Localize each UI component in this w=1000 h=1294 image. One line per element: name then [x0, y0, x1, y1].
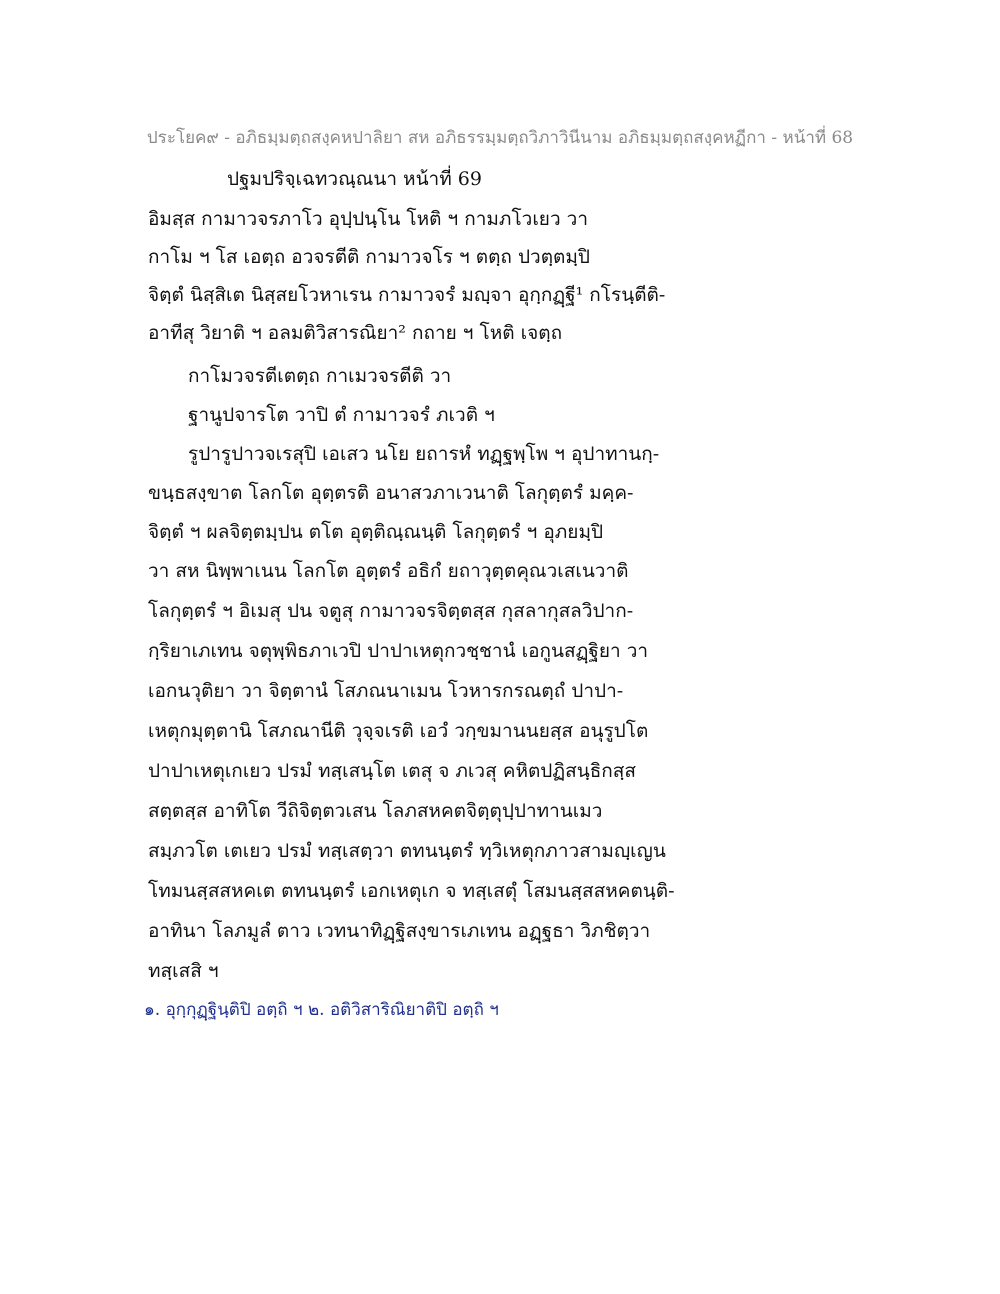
body-line: อาทินา โลภมูลํ ตาว เวทนาทิฏฺฐิสงฺขารเภเทน อฏฺฐธา วิภชิตฺวา — [148, 920, 651, 942]
body-line: เหตุกมุตฺตานิ โสภณานีติ วุจฺจเรติ เอวํ วกฺขมานนยสฺส อนุรูปโต — [148, 720, 649, 742]
body-line: โลกุตฺตรํ ฯ อิเมสุ ปน จตูสุ กามาวจรจิตฺตสฺส กุสลากุสลวิปาก- — [148, 600, 634, 622]
body-line: สตฺตสฺส อาทิโต วีถิจิตฺตวเสน โลภสหคตจิตฺตุปฺปาทานเมว — [148, 800, 603, 822]
body-line: สมฺภวโต เตเยว ปรมํ ทสฺเสตฺวา ตทนนฺตรํ ทฺวิเหตุกภาวสามญฺเญน — [148, 840, 666, 862]
footnotes: ๑. อุกฺกุฏฺฐินฺติปิ อตฺถิ ฯ ๒. อติวิสาริณิยาติปิ อตฺถิ ฯ — [144, 1000, 499, 1020]
body-line: โทมนสฺสสหคเต ตทนนฺตรํ เอกเหตุเก จ ทสฺเสตุํ โสมนสฺสสหคตนฺติ- — [148, 880, 675, 902]
body-line: ขนฺธสงฺขาต โลกโต อุตฺตรติ อนาสวภาเวนาติ โลกุตฺตรํ มคฺค- — [148, 482, 634, 504]
paragraph-start-line: รูปารูปาวจเรสุปิ เอเสว นโย ยถารหํ ทฏฺฐพฺโพ ฯ อุปาทานกฺ- — [188, 443, 660, 465]
body-line: เอกนวุติยา วา จิตฺตานํ โสภณนาเมน โวหารกรณตฺถํ ปาปา- — [148, 680, 624, 702]
running-header: ประโยค๙ - อภิธมฺมตฺถสงฺคหปาลิยา สห อภิธรรมฺมตฺถวิภาวินีนาม อภิธมฺมตฺถสงฺคหฏีกา - หน้าที่ 68 — [146, 128, 854, 148]
body-line: ทสฺเสสิ ฯ — [148, 960, 219, 982]
verse-line: ฐานูปจารโต วาปิ ตํ กามาวจรํ ภเวติ ฯ — [188, 404, 495, 426]
section-subtitle: ปฐมปริจฺเฉทวณฺณนา หน้าที่ 69 — [227, 168, 482, 190]
body-line: ปาปาเหตุเกเยว ปรมํ ทสฺเสนฺโต เตสุ จ ภเวสุ คหิตปฏิสนฺธิกสฺส — [148, 760, 636, 782]
body-line: กาโม ฯ โส เอตฺถ อวจรตีติ กามาวจโร ฯ ตตฺถ ปวตฺตมฺปิ — [148, 246, 590, 268]
body-line: กฺริยาเภเทน จตุพฺพิธภาเวปิ ปาปาเหตุกวชฺชานํ เอกูนสฏฺฐิยา วา — [148, 640, 649, 662]
verse-line: กาโมวจรตีเตตฺถ กาเมวจรตีติ วา — [188, 365, 452, 387]
body-line: อิมสฺส กามาวจรภาโว อุปฺปนฺโน โหติ ฯ กามภโวเยว วา — [148, 208, 588, 230]
body-line: วา สห นิพฺพาเนน โลกโต อุตฺตรํ อธิกํ ยถาวุตฺตคุณวเสเนวาติ — [148, 560, 629, 582]
body-line: จิตฺตํ นิสฺสิเต นิสฺสยโวหาเรน กามาวจรํ มญฺจา อุกฺกฏฺฐี¹ กโรนฺตีติ- — [148, 284, 666, 306]
body-line: จิตฺตํ ฯ ผลจิตฺตมฺปน ตโต อุตฺติณฺณนฺติ โลกุตฺตรํ ฯ อุภยมฺปิ — [148, 521, 604, 543]
body-line: อาทีสุ วิยาติ ฯ อลมติวิสารณิยา² กถาย ฯ โหติ เจตฺถ — [148, 322, 563, 344]
